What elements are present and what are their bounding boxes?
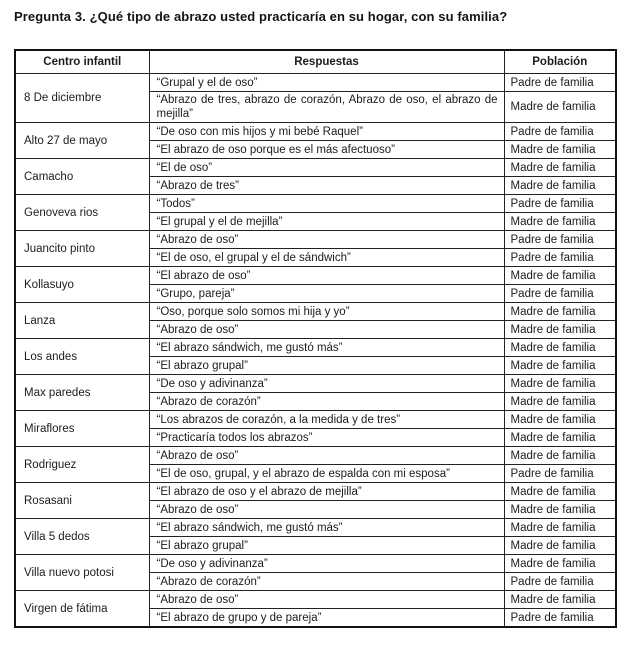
page-title: Pregunta 3. ¿Qué tipo de abrazo usted practicaría en su hogar, con su familia? (14, 9, 508, 24)
respuesta-cell: “El abrazo grupal” (149, 537, 504, 555)
centro-infantil-cell: Max paredes (15, 375, 149, 411)
table-row (15, 519, 616, 537)
responses-table (14, 49, 617, 628)
poblacion-cell: Madre de familia (504, 267, 616, 285)
respuesta-cell: “Grupo, pareja” (149, 285, 504, 303)
respuesta-cell: “El abrazo grupal” (149, 357, 504, 375)
poblacion-cell: Madre de familia (504, 555, 616, 573)
poblacion-cell: Padre de familia (504, 249, 616, 267)
table-row (15, 195, 616, 213)
respuesta-cell: “De oso con mis hijos y mi bebé Raquel” (149, 123, 504, 141)
respuesta-cell: “De oso y adivinanza” (149, 375, 504, 393)
poblacion-cell: Padre de familia (504, 573, 616, 591)
table-row (15, 123, 616, 141)
poblacion-cell: Madre de familia (504, 393, 616, 411)
poblacion-cell: Madre de familia (504, 357, 616, 375)
centro-infantil-cell: Rosasani (15, 483, 149, 519)
poblacion-cell: Padre de familia (504, 465, 616, 483)
respuesta-cell: “Abrazo de oso” (149, 501, 504, 519)
poblacion-cell: Madre de familia (504, 519, 616, 537)
respuesta-cell: “Abrazo de oso” (149, 591, 504, 609)
respuesta-cell: “Abrazo de tres” (149, 177, 504, 195)
poblacion-cell: Madre de familia (504, 92, 616, 123)
poblacion-cell: Madre de familia (504, 411, 616, 429)
table-row (15, 267, 616, 285)
centro-infantil-cell: Kollasuyo (15, 267, 149, 303)
respuesta-cell: “Abrazo de oso” (149, 231, 504, 249)
table-row (15, 231, 616, 249)
column-header-respuestas: Respuestas (149, 50, 504, 74)
poblacion-cell: Padre de familia (504, 74, 616, 92)
respuesta-cell: “El grupal y el de mejilla” (149, 213, 504, 231)
table-row (15, 411, 616, 429)
poblacion-cell: Padre de familia (504, 285, 616, 303)
respuesta-cell: “Todos” (149, 195, 504, 213)
column-header-poblacion: Población (504, 50, 616, 74)
table-row (15, 447, 616, 465)
respuesta-cell: “Abrazo de corazón” (149, 393, 504, 411)
table-body (15, 74, 616, 628)
respuesta-cell: “Abrazo de oso” (149, 447, 504, 465)
respuesta-cell: “El abrazo sándwich, me gustó más” (149, 519, 504, 537)
respuesta-cell: “Abrazo de tres, abrazo de corazón, Abrazo de oso, el abrazo de mejilla” (149, 92, 504, 123)
respuesta-cell: “El abrazo de oso porque es el más afectuoso” (149, 141, 504, 159)
poblacion-cell: Madre de familia (504, 321, 616, 339)
poblacion-cell: Madre de familia (504, 159, 616, 177)
poblacion-cell: Madre de familia (504, 303, 616, 321)
respuesta-cell: “De oso y adivinanza” (149, 555, 504, 573)
centro-infantil-cell: Virgen de fátima (15, 591, 149, 628)
poblacion-cell: Madre de familia (504, 483, 616, 501)
respuesta-cell: “Los abrazos de corazón, a la medida y de tres” (149, 411, 504, 429)
table-row (15, 339, 616, 357)
poblacion-cell: Madre de familia (504, 213, 616, 231)
poblacion-cell: Madre de familia (504, 141, 616, 159)
poblacion-cell: Madre de familia (504, 339, 616, 357)
table-row (15, 159, 616, 177)
respuesta-cell: “Abrazo de corazón” (149, 573, 504, 591)
poblacion-cell: Padre de familia (504, 609, 616, 628)
respuesta-cell: “Grupal y el de oso” (149, 74, 504, 92)
table-row (15, 591, 616, 609)
centro-infantil-cell: Villa nuevo potosi (15, 555, 149, 591)
respuesta-cell: “Practicaría todos los abrazos” (149, 429, 504, 447)
column-header-centro-infantil: Centro infantil (15, 50, 149, 74)
centro-infantil-cell: 8 De diciembre (15, 74, 149, 123)
poblacion-cell: Madre de familia (504, 429, 616, 447)
poblacion-cell: Padre de familia (504, 195, 616, 213)
respuesta-cell: “Oso, porque solo somos mi hija y yo” (149, 303, 504, 321)
table-row (15, 555, 616, 573)
centro-infantil-cell: Camacho (15, 159, 149, 195)
poblacion-cell: Padre de familia (504, 231, 616, 249)
table-row (15, 303, 616, 321)
centro-infantil-cell: Lanza (15, 303, 149, 339)
table-header-row (15, 50, 616, 74)
respuesta-cell: “El abrazo sándwich, me gustó más” (149, 339, 504, 357)
respuesta-cell: “El abrazo de oso y el abrazo de mejilla” (149, 483, 504, 501)
poblacion-cell: Madre de familia (504, 177, 616, 195)
centro-infantil-cell: Miraflores (15, 411, 149, 447)
poblacion-cell: Madre de familia (504, 375, 616, 393)
respuesta-cell: “El de oso, el grupal y el de sándwich” (149, 249, 504, 267)
centro-infantil-cell: Alto 27 de mayo (15, 123, 149, 159)
table-row (15, 483, 616, 501)
respuesta-cell: “El de oso” (149, 159, 504, 177)
centro-infantil-cell: Genoveva rios (15, 195, 149, 231)
centro-infantil-cell: Rodriguez (15, 447, 149, 483)
table-row (15, 74, 616, 92)
poblacion-cell: Padre de familia (504, 123, 616, 141)
poblacion-cell: Madre de familia (504, 591, 616, 609)
respuesta-cell: “El abrazo de oso” (149, 267, 504, 285)
table-row (15, 375, 616, 393)
poblacion-cell: Madre de familia (504, 537, 616, 555)
respuesta-cell: “El abrazo de grupo y de pareja” (149, 609, 504, 628)
centro-infantil-cell: Juancito pinto (15, 231, 149, 267)
centro-infantil-cell: Los andes (15, 339, 149, 375)
poblacion-cell: Madre de familia (504, 501, 616, 519)
centro-infantil-cell: Villa 5 dedos (15, 519, 149, 555)
respuesta-cell: “El de oso, grupal, y el abrazo de espalda con mi esposa” (149, 465, 504, 483)
poblacion-cell: Madre de familia (504, 447, 616, 465)
respuesta-cell: “Abrazo de oso” (149, 321, 504, 339)
